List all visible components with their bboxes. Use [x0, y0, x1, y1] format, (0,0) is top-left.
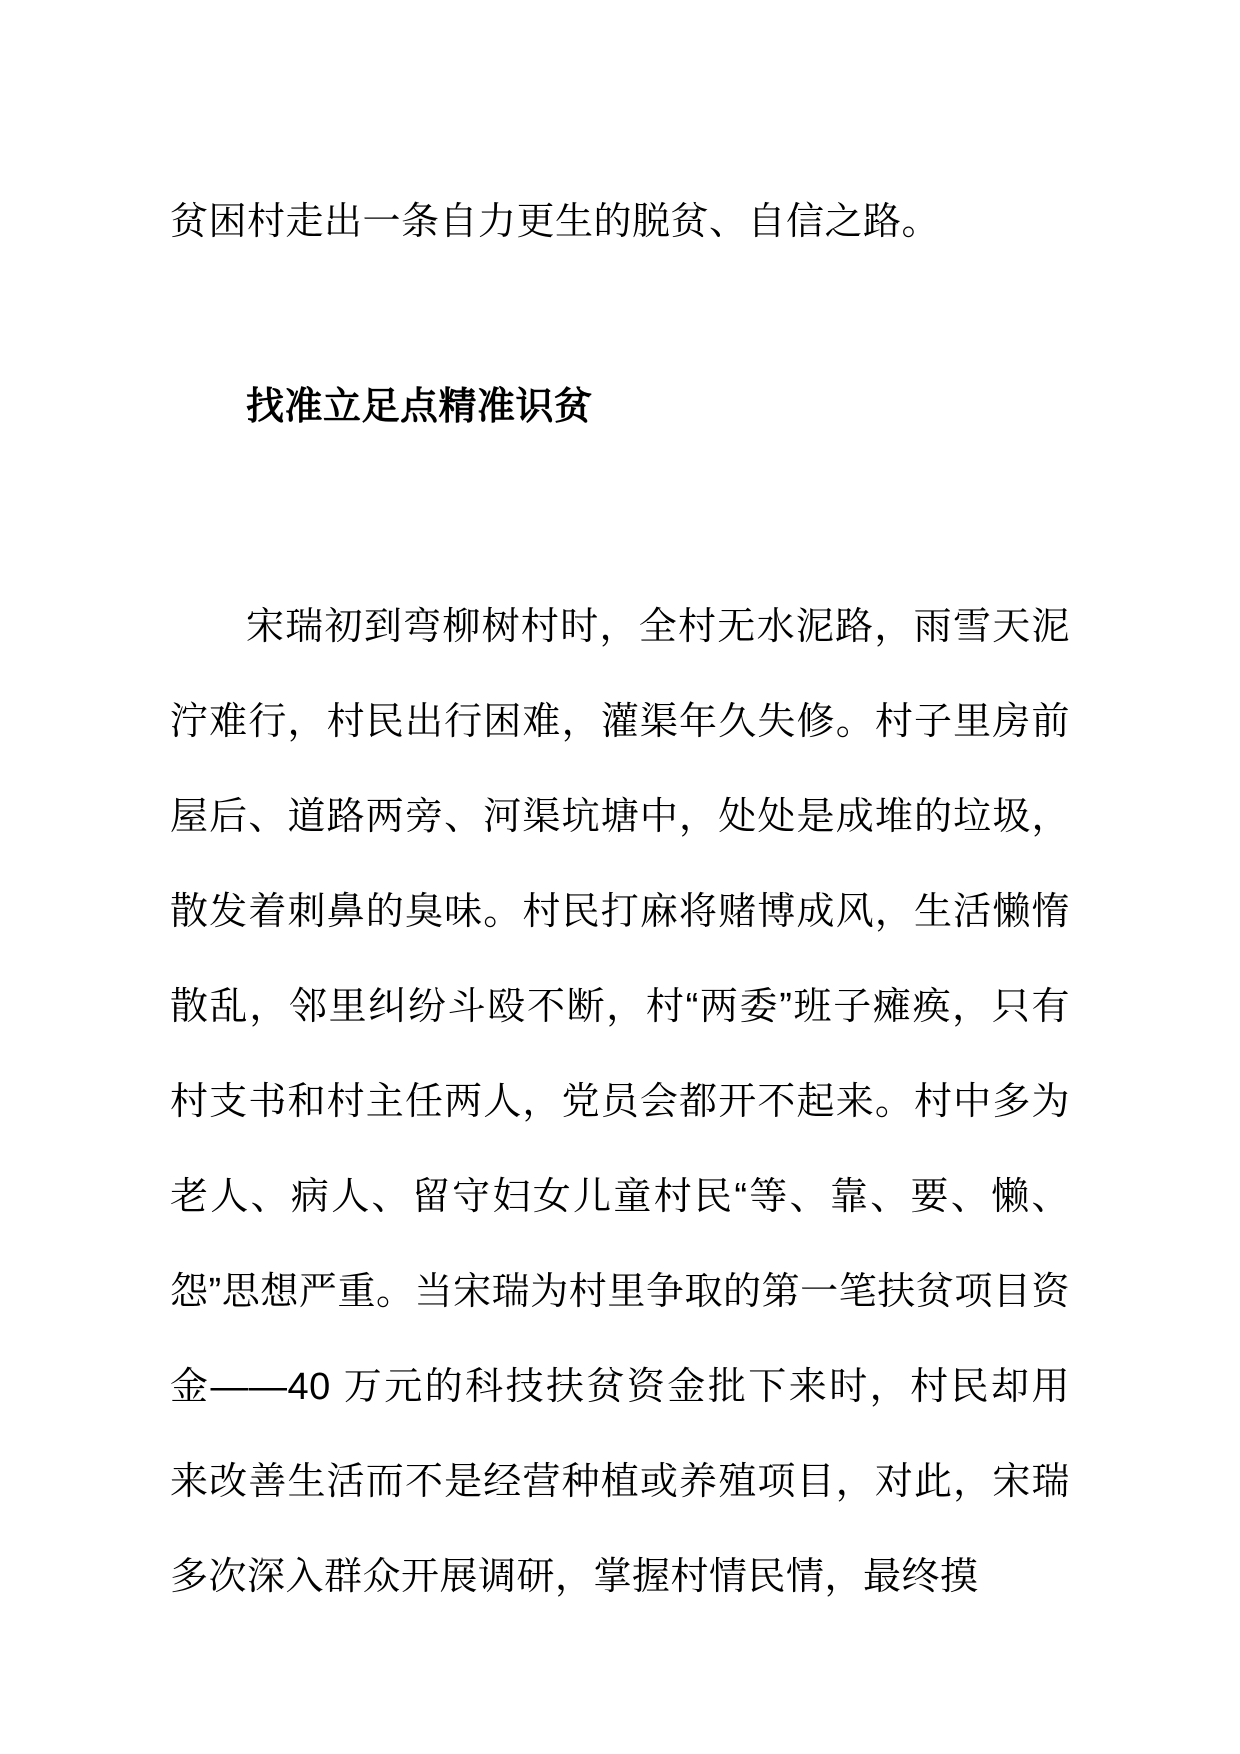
continuation-paragraph: 贫困村走出一条自力更生的脱贫、自信之路。	[170, 201, 941, 243]
body-paragraph: 宋瑞初到弯柳树村时，全村无水泥路，雨雪天泥泞难行，村民出行困难，灌渠年久失修。村子里房前屋后、道路两旁、河渠坑塘中，处处是成堆的垃圾，散发着刺鼻的臭味。村民打麻将赌博成风，生活懒惰散乱，邻里纠纷斗殴不断，村“两委”班子瘫痪，只有村支书和村主任两人，党员会都开不起来。村中多为老人、病人、留守妇女儿童村民“等、靠、要、懒、怨”思想严重。当宋瑞为村里争取的第一笔扶贫项目资金——40 万元的科技扶贫资金批下来时，村民却用来改善生活而不是经营种植或养殖项目，对此，宋瑞多次深入群众开展调研，掌握村情民情，最终摸	[170, 606, 1070, 1598]
section-heading: 找准立足点精准识贫	[246, 386, 593, 428]
